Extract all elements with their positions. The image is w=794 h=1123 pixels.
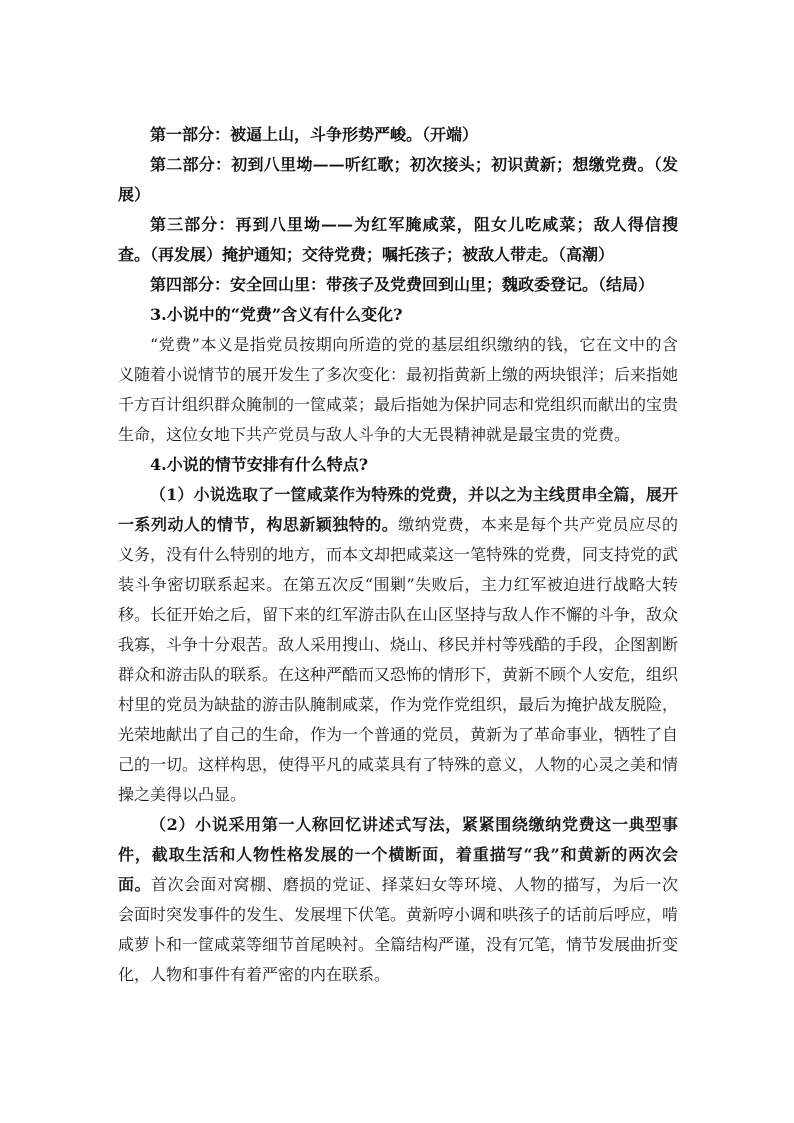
document-page <box>118 120 678 990</box>
structure-part-3: 第三部分：再到八里坳——为红军腌咸菜，阻女儿吃咸菜；敌人得信搜查。（再发展）掩护通知；交待党费；嘱托孩子；被敌人带走。（高潮） <box>118 215 678 264</box>
structure-part-2: 第二部分：初到八里坳——听红歌；初次接头；初识黄新；想缴党费。（发展） <box>118 155 678 204</box>
answer-4-point-1-lead: （1）小说选取了一筐咸菜作为特殊的党费，并以之为主线贯串全篇，展开一系列动人的情节，构思新颖独特的。 <box>118 485 678 534</box>
question-3: 3.小说中的“党费”含义有什么变化? <box>150 305 403 324</box>
answer-4-point-2 <box>118 810 678 990</box>
answer-4-point-2-body: 首次会面对窝棚、磨损的党证、择菜妇女等环境、人物的描写，为后一次会面时突发事件的发生、发展埋下伏笔。黄新哼小调和哄孩子的话前后呼应，啃咸萝卜和一筐咸菜等细节首尾映衬。全篇结构严谨，没有冗笔，情节发展曲折变化，人物和事件有着严密的内在联系。 <box>118 875 679 984</box>
structure-part-1: 第一部分：被逼上山，斗争形势严峻。（开端） <box>150 125 479 144</box>
answer-4-point-1-body: 缴纳党费，本来是每个共产党员应尽的义务，没有什么特别的地方，而本文却把咸菜这一笔特殊的党费，同支持党的武装斗争密切联系起来。在第五次反“围剿”失败后，主力红军被迫进行战略大转移。长征开始之后，留下来的红军游击队在山区坚持与敌人作不懈的斗争，敌众我寡，斗争十分艰苦。敌人采用搜山、烧山、移民并村等残酷的手段，企图割断群众和游击队的联系。在这种严酷而又恐怖的情形下，黄新不顾个人安危，组织村里的党员为缺盐的游击队腌制咸菜，作为党作党组织，最后为掩护战友脱险，光荣地献出了自己的生命，作为一个普通的党员，黄新为了革命事业，牺牲了自己的一切。这样构思，使得平凡的咸菜具有了特殊的意义，人物的心灵之美和情操之美得以凸显。 <box>118 515 679 804</box>
answer-3: “党费”本义是指党员按期向所造的党的基层组织缴纳的钱，它在文中的含义随着小说情节的展开发生了多次变化：最初指黄新上缴的两块银洋；后来指她千方百计组织群众腌制的一筐咸菜；最后指她为保护同志和党组织而献出的宝贵生命，这位女地下共产党员与敌人斗争的大无畏精神就是最宝贵的党费。 <box>118 335 679 444</box>
structure-part-4: 第四部分：安全回山里：带孩子及党费回到山里；魏政委登记。（结局） <box>150 275 655 294</box>
answer-4-point-2-lead: （2）小说采用第一人称回忆讲述式写法，紧紧围绕缴纳党费这一典型事件，截取生活和人物性格发展的一个横断面，着重描写“我”和黄新的两次会面。 <box>118 815 678 894</box>
question-4: 4.小说的情节安排有什么特点? <box>150 455 369 474</box>
answer-4-point-1 <box>118 480 678 810</box>
